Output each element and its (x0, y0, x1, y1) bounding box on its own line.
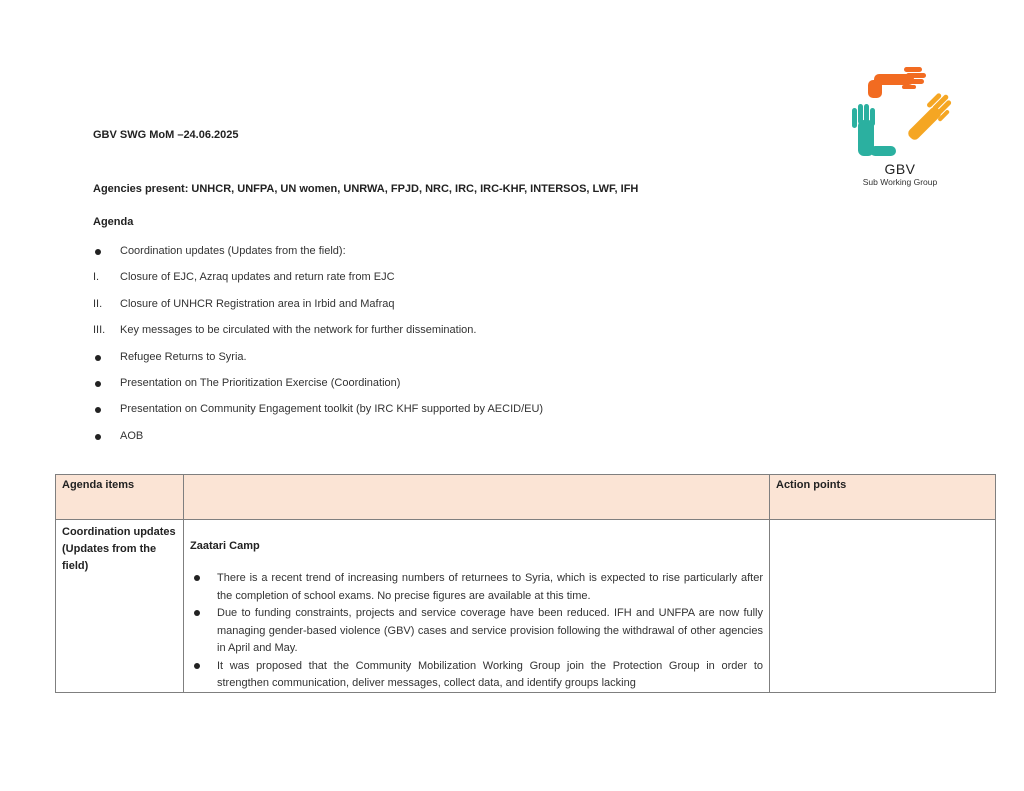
agenda-item-text: Key messages to be circulated with the network for further dissemination. (120, 324, 477, 337)
list-item: It was proposed that the Community Mobilization Working Group join the Protection Group in order to strengthen communication, deliver messages, collect data, and identify groups lacking (190, 658, 763, 693)
gbv-logo (846, 62, 954, 196)
agenda-item-cell (56, 520, 184, 693)
agenda-item-marker: III. (93, 324, 106, 337)
agenda-item-text: Refugee Returns to Syria. (120, 350, 247, 363)
action-points-cell (770, 520, 996, 693)
document-title: GBV SWG MoM –24.06.2025 (93, 129, 239, 141)
discussion-list (190, 570, 763, 693)
list-item: Due to funding constraints, projects and service coverage have been reduced. IFH and UNFPA are now fully managing gender-based violence (GBV) cases and service provision following the withdrawal of other agencies in April and May. (190, 605, 763, 658)
header-agenda-items: Agenda items (56, 475, 184, 520)
table-row (56, 520, 996, 693)
agenda-item-text: AOB (120, 429, 144, 442)
agenda-item-text: Closure of EJC, Azraq updates and return rate from EJC (120, 271, 395, 284)
header-discussion (184, 475, 770, 520)
camp-heading: Zaatari Camp (190, 540, 260, 552)
agenda-item-text: Presentation on The Prioritization Exercise (Coordination) (120, 376, 401, 389)
list-item: There is a recent trend of increasing numbers of returnees to Syria, which is expected to rise particularly after the completion of school exams. No precise figures are available at this time. (190, 570, 763, 605)
table-header-row (56, 475, 996, 520)
agenda-item-text: Closure of UNHCR Registration area in Irbid and Mafraq (120, 297, 395, 310)
agencies-present: Agencies present: UNHCR, UNFPA, UN women, UNRWA, FPJD, NRC, IRC, IRC-KHF, INTERSOS, LWF, IFH (93, 183, 639, 195)
logo-title: GBV (884, 161, 916, 177)
discussion-cell (184, 520, 770, 693)
logo-subtitle: Sub Working Group (862, 177, 938, 187)
header-action-points: Action points (770, 475, 996, 520)
agenda-item-text: Presentation on Community Engagement toolkit (by IRC KHF supported by AECID/EU) (120, 403, 544, 416)
agenda-item-marker: II. (93, 297, 103, 310)
agenda-item-text: Coordination updates (Updates from the field): (120, 245, 346, 257)
minutes-table (55, 474, 996, 693)
row-label: Coordination updates (Updates from the field) (62, 526, 176, 572)
hands-logo-icon (846, 62, 954, 162)
agenda-item-marker: I. (93, 271, 100, 284)
agenda-heading: Agenda (93, 216, 134, 228)
